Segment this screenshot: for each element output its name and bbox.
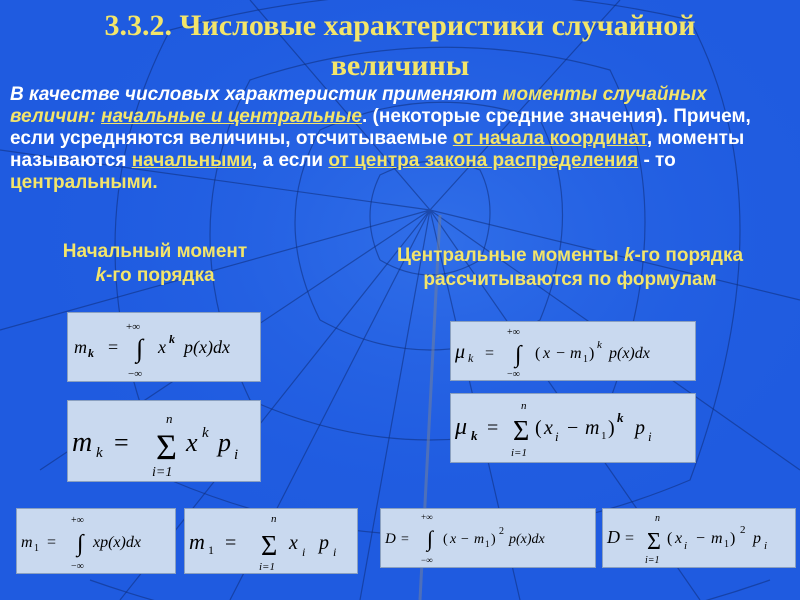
f4-eq: = — [487, 417, 499, 439]
f4-pi: i — [648, 429, 652, 444]
f2-eq: = — [114, 428, 129, 457]
intro-text-2: . (некоторые средние значения). Причем, если усредняются величины, отсчитываемые — [10, 106, 751, 149]
f1-inf-top: +∞ — [126, 321, 141, 333]
intro-text-initial-central: начальные и центральные — [101, 106, 362, 127]
f3-x: x — [543, 345, 551, 362]
f5-int: ∫ — [77, 531, 84, 557]
page-title — [0, 6, 800, 86]
f7-cp: ) — [491, 532, 496, 547]
f4-cp: ) — [608, 417, 615, 439]
formula-central-integral — [450, 321, 696, 381]
f4-i1: i=1 — [511, 447, 527, 459]
f3-pxdx: p(x)dx — [609, 345, 650, 362]
formula-variance-sum-svg — [603, 509, 795, 567]
f2-n: n — [166, 411, 173, 426]
f1-k: k — [88, 346, 94, 360]
formula-variance-sum — [602, 508, 796, 568]
intro-text-4: , а если — [252, 150, 329, 171]
intro-paragraph — [10, 84, 790, 194]
f4-p: p — [635, 417, 645, 439]
f2-sigma: Σ — [156, 427, 177, 467]
f2-k: k — [96, 445, 103, 461]
f1-eq: = — [108, 337, 119, 357]
formula-initial-sum-svg — [68, 401, 260, 481]
intro-text-3: , моменты называются — [10, 128, 745, 171]
formula-variance-integral — [380, 508, 596, 568]
formula-mean-sum-svg — [185, 509, 357, 573]
f8-xi: i — [684, 540, 688, 552]
f3-k: k — [468, 351, 474, 365]
f7-m: m — [474, 532, 485, 547]
f8-one: 1 — [724, 539, 729, 550]
f6-sigma: Σ — [261, 531, 278, 562]
f8-minus: − — [696, 530, 706, 547]
f3-ksup: k — [597, 339, 602, 351]
formula-central-sum-svg — [451, 394, 695, 462]
f4-one: 1 — [601, 430, 607, 442]
f8-cp: ) — [730, 530, 736, 547]
f8-x: x — [675, 530, 683, 547]
f3-op: ( — [535, 345, 541, 362]
f6-pi: i — [333, 545, 337, 559]
f1-x: x — [158, 337, 166, 357]
f7-two: 2 — [499, 526, 504, 537]
f7-inf-bot: −∞ — [421, 555, 433, 565]
f5-one: 1 — [34, 543, 39, 554]
f3-int: ∫ — [515, 342, 522, 368]
title-line-1: 3.3.2. Числовые характеристики случайной — [104, 9, 696, 42]
initial-moment-heading-line1: Начальный момент — [62, 241, 248, 262]
f6-n: n — [271, 513, 277, 525]
intro-text-origin: от начала координат — [452, 128, 647, 149]
formula-mean-integral-svg — [17, 509, 175, 573]
f6-p: p — [319, 532, 329, 554]
intro-text-1: В качестве числовых характеристик применяют — [10, 84, 503, 105]
f3-m: m — [570, 345, 582, 362]
f8-p: p — [753, 530, 761, 547]
f5-eq: = — [47, 534, 57, 551]
formula-mean-integral — [16, 508, 176, 574]
f5-inf-bot: −∞ — [71, 561, 84, 572]
f8-n: n — [655, 513, 660, 524]
f8-op: ( — [667, 530, 673, 547]
f8-D: D — [607, 527, 620, 547]
f5-xpxdx: xp(x)dx — [93, 534, 141, 551]
f1-m: m — [74, 337, 87, 357]
intro-text-center: от центра закона распределения — [328, 150, 639, 171]
f5-m: m — [21, 534, 33, 551]
f6-i1: i=1 — [259, 561, 275, 573]
f3-inf-top: +∞ — [507, 327, 520, 338]
order-rest: -го порядка — [106, 265, 215, 286]
f1-int: ∫ — [136, 334, 144, 363]
f4-xi: i — [555, 429, 559, 444]
f6-one: 1 — [208, 543, 214, 557]
intro-text-moments: моменты случайных величин: — [10, 84, 707, 127]
f7-eq: = — [401, 532, 409, 547]
f6-xi: i — [302, 545, 306, 559]
f8-sigma: Σ — [647, 529, 661, 555]
formula-central-integral-svg — [451, 322, 695, 380]
f7-minus: − — [461, 532, 469, 547]
f1-ksup: k — [169, 332, 175, 346]
f2-m: m — [72, 427, 93, 458]
f7-one: 1 — [485, 539, 490, 549]
f7-inf-top: +∞ — [421, 512, 433, 522]
formula-initial-sum — [67, 400, 261, 482]
f4-minus: − — [567, 417, 579, 439]
f7-x: x — [450, 532, 457, 547]
title-line-2: величины — [330, 49, 470, 82]
f7-pxdx: p(x)dx — [509, 532, 545, 547]
f4-n: n — [521, 400, 527, 412]
f8-two: 2 — [740, 524, 746, 536]
f3-minus: − — [556, 345, 566, 362]
f2-x: x — [186, 428, 198, 457]
order-k: k — [95, 265, 107, 286]
f7-op: ( — [443, 532, 448, 547]
f3-one: 1 — [583, 354, 588, 365]
f3-cp: ) — [589, 345, 595, 362]
intro-text-initial: начальными — [131, 150, 253, 171]
f7-D: D — [385, 531, 396, 547]
f1-pxdx: p(x)dx — [184, 337, 230, 357]
f6-eq: = — [225, 532, 237, 554]
f2-ksup: k — [202, 425, 209, 441]
f8-m: m — [711, 530, 723, 547]
f4-mu: μ — [455, 414, 468, 440]
f4-m: m — [585, 417, 600, 439]
f4-x: x — [544, 417, 553, 439]
f3-inf-bot: −∞ — [507, 369, 520, 380]
f7-int: ∫ — [427, 526, 434, 551]
f4-op: ( — [535, 417, 542, 439]
formula-mean-sum — [184, 508, 358, 574]
formula-initial-integral-svg — [68, 313, 260, 381]
f1-inf-bot: −∞ — [128, 368, 143, 380]
f8-i1: i=1 — [645, 555, 660, 566]
initial-moment-heading — [20, 240, 290, 288]
formula-variance-integral-svg — [381, 509, 595, 567]
f6-x: x — [289, 532, 298, 554]
f3-mu: μ — [455, 341, 466, 363]
f4-k: k — [471, 428, 478, 443]
central-heading-pre: Центральные моменты — [396, 245, 624, 266]
initial-moment-heading-line2 — [20, 264, 290, 288]
f3-eq: = — [485, 345, 495, 362]
f4-sigma: Σ — [513, 416, 530, 447]
intro-text-5: - то — [638, 150, 676, 171]
central-heading-k: k — [623, 245, 635, 266]
formula-initial-integral — [67, 312, 261, 382]
f6-m: m — [189, 529, 205, 554]
central-moment-heading — [385, 244, 755, 292]
f8-eq: = — [625, 530, 635, 547]
f5-inf-top: +∞ — [71, 515, 84, 526]
formula-central-sum — [450, 393, 696, 463]
f4-ksup: k — [617, 410, 624, 425]
f2-i1: i=1 — [152, 465, 173, 480]
f2-p: p — [218, 428, 231, 457]
central-heading-post: -го порядка рассчитываются по формулам — [423, 245, 744, 290]
f8-pi: i — [764, 540, 768, 552]
f2-i: i — [234, 447, 239, 463]
intro-text-central: центральными. — [10, 172, 158, 193]
